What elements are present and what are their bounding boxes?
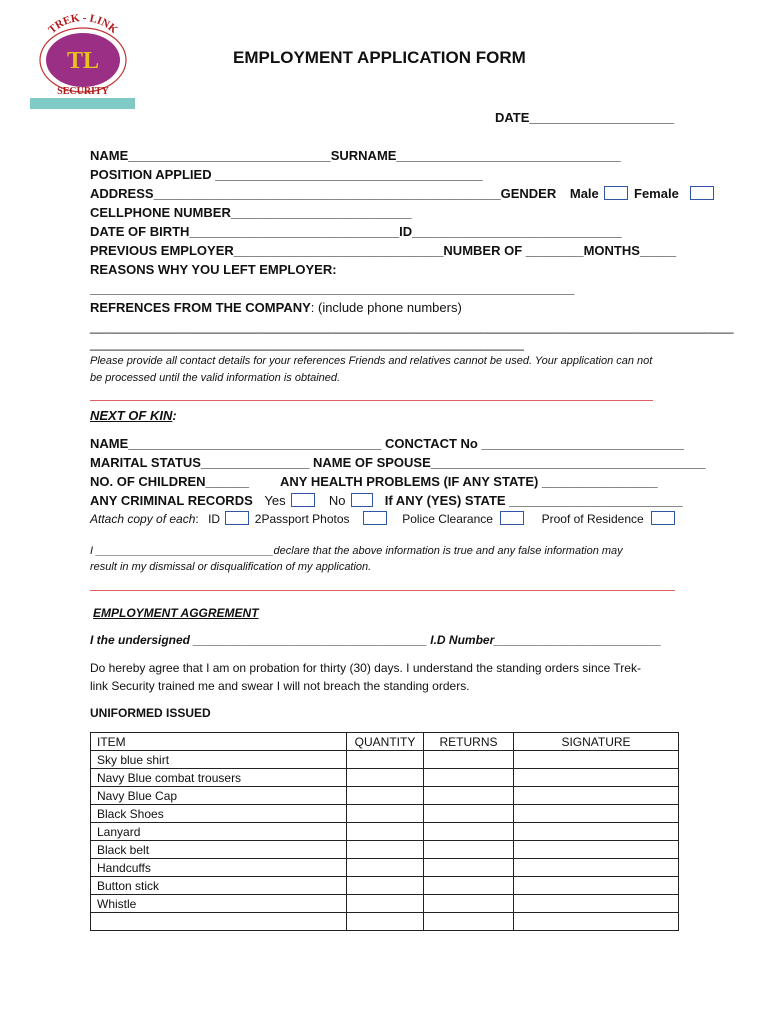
signature-cell[interactable] (514, 841, 679, 859)
returns-cell[interactable] (424, 751, 514, 769)
agreement-text-1: Do hereby agree that I am on probation for thirty (30) days. I understand the standing orders since Trek- (90, 661, 641, 675)
date-field[interactable]: DATE____________________ (495, 110, 675, 125)
table-row (91, 787, 679, 805)
item-cell: Navy Blue combat trousers (91, 769, 347, 787)
references-row (90, 300, 462, 315)
table-row (91, 751, 679, 769)
previous-employer-field[interactable]: PREVIOUS EMPLOYER_____________________________NUMBER OF ________MONTHS_____ (90, 243, 677, 258)
next-of-kin-heading: NEXT OF KIN: (90, 408, 177, 423)
references-note-2: be processed until the valid information is obtained. (90, 372, 341, 384)
address-gender-row (90, 186, 716, 201)
female-label: Female (634, 186, 679, 201)
undersigned-id-field[interactable]: I the undersigned ___________________________________ I.D Number_________________________ (90, 633, 662, 647)
separator-line (90, 400, 653, 401)
returns-cell[interactable] (424, 877, 514, 895)
residence-checkbox[interactable] (651, 511, 675, 525)
references-label: REFRENCES FROM THE COMPANY (90, 300, 311, 315)
if-any-state-field[interactable]: If ANY (YES) STATE ________________________ (384, 493, 683, 508)
table-row (91, 823, 679, 841)
references-hint: : (include phone numbers) (310, 300, 462, 315)
col-quantity: QUANTITY (347, 733, 424, 751)
id-checkbox[interactable] (225, 511, 249, 525)
item-cell (91, 913, 347, 931)
item-cell: Button stick (91, 877, 347, 895)
signature-cell[interactable] (514, 787, 679, 805)
passport-label: 2Passport Photos (254, 512, 350, 526)
item-cell: Sky blue shirt (91, 751, 347, 769)
male-checkbox[interactable] (604, 186, 628, 200)
item-cell: Lanyard (91, 823, 347, 841)
table-header-row (91, 733, 679, 751)
returns-cell[interactable] (424, 859, 514, 877)
cellphone-field[interactable]: CELLPHONE NUMBER_________________________ (90, 205, 412, 220)
col-returns: RETURNS (424, 733, 514, 751)
signature-cell[interactable] (514, 823, 679, 841)
police-label: Police Clearance (402, 512, 493, 526)
returns-cell[interactable] (424, 895, 514, 913)
children-field[interactable]: NO. OF CHILDREN______ (90, 474, 249, 489)
quantity-cell[interactable] (347, 787, 424, 805)
signature-cell[interactable] (514, 751, 679, 769)
quantity-cell[interactable] (347, 877, 424, 895)
health-field[interactable]: ANY HEALTH PROBLEMS (IF ANY STATE) ________________ (280, 474, 658, 489)
trek-link-logo (30, 14, 136, 110)
reasons-label: REASONS WHY YOU LEFT EMPLOYER: (90, 262, 337, 277)
declaration-line-1[interactable]: I _____________________________declare that the above information is true and any false information may (90, 545, 623, 557)
references-line-1[interactable]: _________________________________________________________________________________________ (90, 319, 734, 334)
separator-line-2 (90, 590, 675, 591)
table-row (91, 805, 679, 823)
police-checkbox[interactable] (500, 511, 524, 525)
col-signature: SIGNATURE (514, 733, 679, 751)
attach-row: Attach copy of each: ID 2Passport Photos Police Clearance Proof of Residence (90, 511, 677, 526)
svg-text:TREK - LINK: TREK - LINK (46, 14, 120, 37)
yes-checkbox[interactable] (291, 493, 315, 507)
address-field[interactable]: ADDRESS________________________________________________GENDER (90, 186, 557, 201)
quantity-cell[interactable] (347, 859, 424, 877)
table-row (91, 841, 679, 859)
uniform-table (90, 732, 679, 931)
declaration-line-2: result in my dismissal or disqualification of my application. (90, 561, 372, 573)
criminal-label: ANY CRIMINAL RECORDS (90, 493, 253, 508)
item-cell: Handcuffs (91, 859, 347, 877)
returns-cell[interactable] (424, 787, 514, 805)
returns-cell[interactable] (424, 823, 514, 841)
quantity-cell[interactable] (347, 841, 424, 859)
signature-cell[interactable] (514, 913, 679, 931)
item-cell: Navy Blue Cap (91, 787, 347, 805)
agreement-heading: EMPLOYMENT AGGREMENT (93, 606, 259, 620)
male-label: Male (569, 186, 599, 201)
female-checkbox[interactable] (690, 186, 714, 200)
signature-cell[interactable] (514, 895, 679, 913)
quantity-cell[interactable] (347, 805, 424, 823)
position-field[interactable]: POSITION APPLIED _____________________________________ (90, 167, 483, 182)
signature-cell[interactable] (514, 805, 679, 823)
item-cell: Black Shoes (91, 805, 347, 823)
no-label: No (328, 493, 346, 508)
returns-cell[interactable] (424, 805, 514, 823)
yes-label: Yes (264, 493, 286, 508)
table-row (91, 769, 679, 787)
uniform-heading: UNIFORMED ISSUED (90, 706, 211, 720)
form-title: EMPLOYMENT APPLICATION FORM (233, 48, 526, 67)
residence-label: Proof of Residence (541, 512, 644, 526)
returns-cell[interactable] (424, 913, 514, 931)
passport-checkbox[interactable] (363, 511, 387, 525)
no-checkbox[interactable] (351, 493, 373, 507)
table-row (91, 877, 679, 895)
marital-spouse-field[interactable]: MARITAL STATUS_______________ NAME OF SPOUSE______________________________________ (90, 455, 706, 470)
svg-text:TL: TL (66, 48, 100, 74)
name-surname-field[interactable]: NAME____________________________SURNAME_______________________________ (90, 148, 621, 163)
item-cell: Black belt (91, 841, 347, 859)
reasons-line[interactable]: ___________________________________________________________________ (90, 281, 575, 296)
quantity-cell[interactable] (347, 751, 424, 769)
references-line-2[interactable]: ____________________________________________________________ (90, 336, 524, 351)
returns-cell[interactable] (424, 769, 514, 787)
table-row (91, 859, 679, 877)
quantity-cell[interactable] (347, 769, 424, 787)
criminal-records-row (90, 493, 683, 508)
returns-cell[interactable] (424, 841, 514, 859)
agreement-text-2: link Security trained me and swear I will not breach the standing orders. (90, 679, 470, 693)
table-row (91, 913, 679, 931)
item-cell: Whistle (91, 895, 347, 913)
signature-cell[interactable] (514, 877, 679, 895)
attach-label: Attach copy of each (90, 512, 196, 526)
dob-id-field[interactable]: DATE OF BIRTH_____________________________ID_____________________________ (90, 224, 622, 239)
kin-name-contact-field[interactable]: NAME___________________________________ CONCTACT No ____________________________ (90, 436, 684, 451)
logo-bar (30, 98, 135, 109)
table-row (91, 895, 679, 913)
signature-cell[interactable] (514, 859, 679, 877)
quantity-cell[interactable] (347, 823, 424, 841)
svg-text:SECURITY: SECURITY (57, 86, 109, 97)
col-item: ITEM (91, 733, 347, 751)
id-label: ID (208, 512, 221, 526)
quantity-cell[interactable] (347, 913, 424, 931)
references-note-1: Please provide all contact details for your references Friends and relatives cannot be used. Your application can not (90, 355, 653, 367)
signature-cell[interactable] (514, 769, 679, 787)
quantity-cell[interactable] (347, 895, 424, 913)
